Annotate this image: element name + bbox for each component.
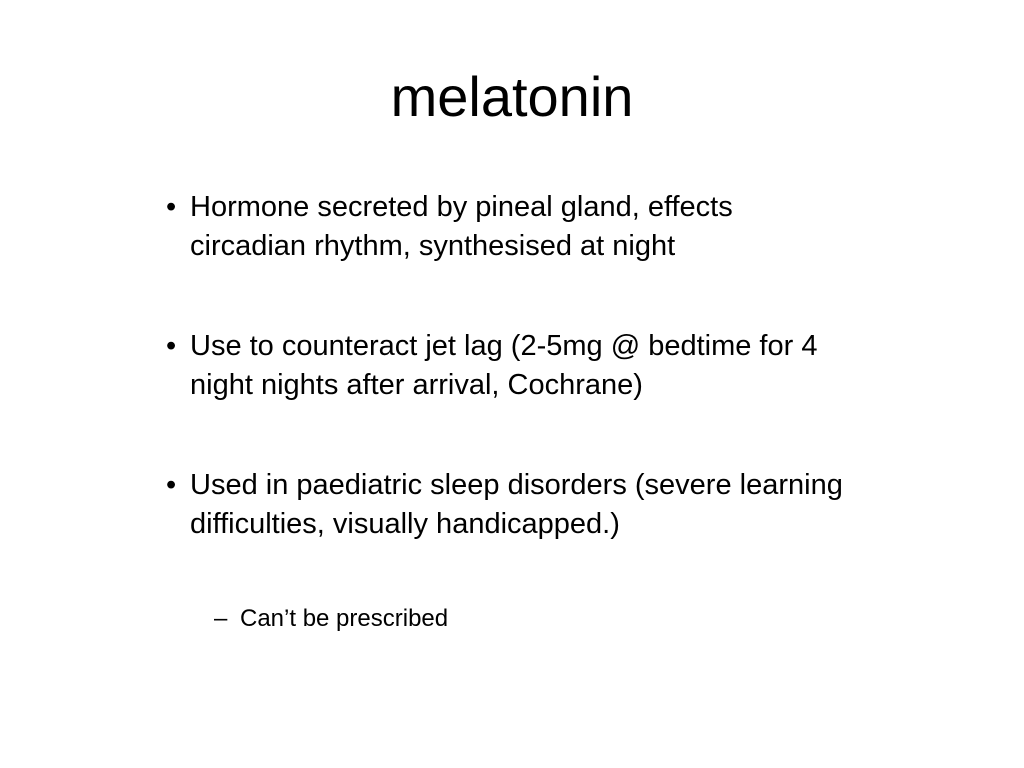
- bullet-marker: •: [166, 330, 177, 362]
- bullet-line: Use to counteract jet lag (2-5mg @ bedtime for 4: [190, 330, 818, 362]
- bullet-item: [160, 188, 980, 266]
- bullet-marker: •: [166, 191, 177, 223]
- bullet-item: [160, 466, 980, 544]
- bullet-line: night nights after arrival, Cochrane): [190, 369, 643, 401]
- bullet-list: [160, 188, 980, 605]
- bullet-line: circadian rhythm, synthesised at night: [190, 230, 676, 262]
- bullet-line: difficulties, visually handicapped.): [190, 508, 620, 540]
- bullet-line: Hormone secreted by pineal gland, effects: [190, 191, 733, 223]
- bullet-marker: •: [166, 469, 177, 501]
- sub-bullet-marker: –: [214, 605, 228, 632]
- slide-title: melatonin: [390, 65, 634, 128]
- bullet-line: Used in paediatric sleep disorders (severe learning: [190, 469, 843, 501]
- sub-bullet-text: Can’t be prescribed: [240, 605, 449, 632]
- bullet-item: [160, 327, 980, 405]
- sub-bullet-item: [214, 602, 448, 636]
